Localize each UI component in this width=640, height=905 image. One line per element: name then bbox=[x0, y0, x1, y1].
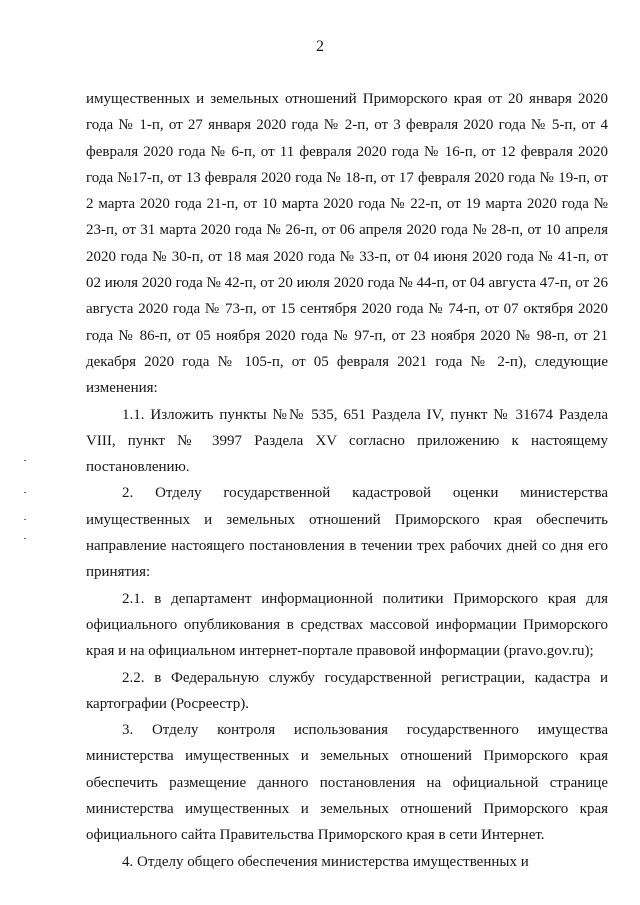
margin-mark bbox=[24, 460, 26, 461]
page-number: 2 bbox=[316, 38, 324, 55]
paragraph-item-3: 3. Отделу контроля использования государственного имущества министерства имущественных и земельных отношений Приморского края обеспечить размещение данного постановления на официальной странице министерства имущественных и земельных отношений Приморского края официального сайта Правительства Приморского края в сети Интернет. bbox=[86, 722, 608, 844]
margin-mark bbox=[24, 538, 26, 539]
paragraph-item-2-1: 2.1. в департамент информационной политики Приморского края для официального опубликования в средствах массовой информации Приморского края и на официальном интернет-портале правовой информации (pravo.gov.ru); bbox=[86, 590, 608, 660]
margin-mark bbox=[24, 492, 26, 493]
document-body bbox=[86, 86, 608, 875]
paragraph-item-2: 2. Отделу государственной кадастровой оценки министерства имущественных и земельных отношений Приморского края обеспечить направление настоящего постановления в течении трех рабочих дней со дня его принятия: bbox=[86, 485, 608, 581]
margin-mark bbox=[24, 519, 26, 520]
paragraph-item-1-1: 1.1. Изложить пункты №№ 535, 651 Раздела IV, пункт № 31674 Раздела VIII, пункт № 3997 Раздела XV согласно приложению к настоящему постановлению. bbox=[86, 406, 608, 476]
paragraph-item-4: 4. Отделу общего обеспечения министерства имущественных и bbox=[122, 853, 529, 870]
paragraph-continuation: имущественных и земельных отношений Приморского края от 20 января 2020 года № 1-п, от 27 января 2020 года № 2-п, от 3 февраля 2020 года № 5-п, от 4 февраля 2020 года № 6-п, от 11 февраля 2020 года № 16-п, от 12 февраля 2020 года №17-п, от 13 февраля 2020 года № 18-п, от 17 февраля 2020 года № 19-п, от 2 марта 2020 года 21-п, от 10 марта 2020 года № 22-п, от 19 марта 2020 года № 23-п, от 31 марта 2020 года № 26-п, от 06 апреля 2020 года № 28-п, от 10 апреля 2020 года № 30-п, от 18 мая 2020 года № 33-п, от 04 июня 2020 года № 41-п, от 02 июля 2020 года № 42-п, от 20 июля 2020 года № 44-п, от 04 августа 47-п, от 26 августа 2020 года № 73-п, от 15 сентября 2020 года № 74-п, от 07 октября 2020 года № 86-п, от 05 ноября 2020 года № 97-п, от 23 ноября 2020 № 98-п, от 21 декабря 2020 года № 105-п, от 05 февраля 2021 года № 2-п), следующие изменения: bbox=[86, 91, 608, 397]
paragraph-item-2-2: 2.2. в Федеральную службу государственной регистрации, кадастра и картографии (Росреестр). bbox=[86, 669, 608, 712]
